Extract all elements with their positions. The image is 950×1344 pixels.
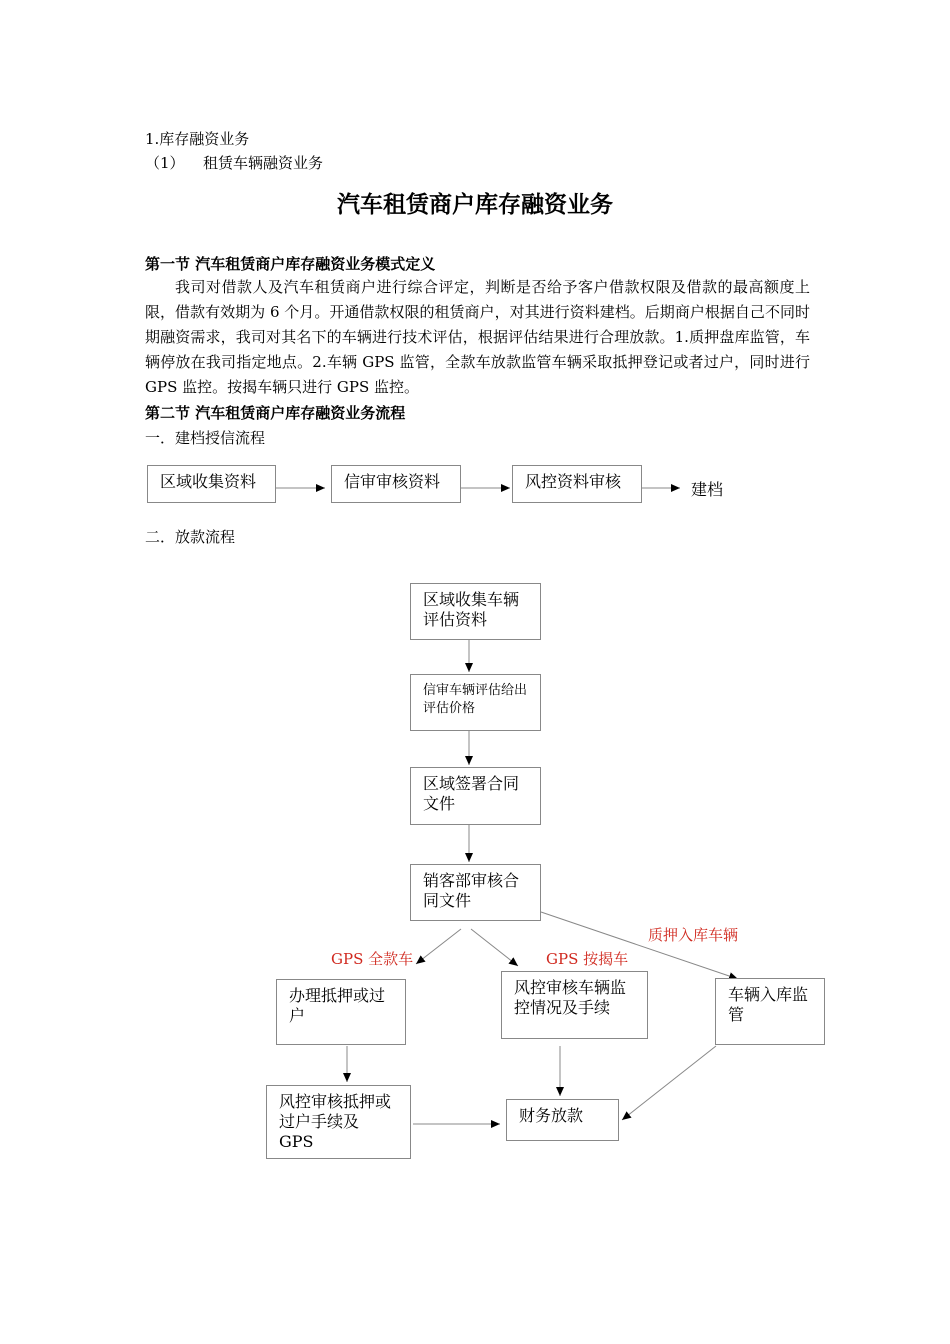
flow2-node-risk-monitor-review: 风控审核车辆监控情况及手续 bbox=[501, 971, 648, 1039]
document-title: 汽车租赁商户库存融资业务 bbox=[337, 192, 613, 218]
flow1-step-collect-data: 区域收集资料 bbox=[147, 465, 276, 503]
section-1-paragraph: 我司对借款人及汽车租赁商户进行综合评定，判断是否给予客户借款权限及借款的最高额度上限，借款有效期为 6 个月。开通借款权限的租赁商户，对其进行资料建档。后期商户根据自己不同时期融资需求，我司对其名下的车辆进行技术评估，根据评估结果进行合理放款。1.质押盘库监管，车辆停放在我司指定地点。2.车辆 GPS 监管，全款车放款监管车辆采取抵押登记或者过户，同时进行 GPS 监控。按揭车辆只进行 GPS 监控。 bbox=[145, 278, 810, 396]
flow1-step-credit-review: 信审审核资料 bbox=[331, 465, 461, 503]
flow1-end-archive: 建档 bbox=[691, 480, 724, 499]
flow2-node-finance-disbursement: 财务放款 bbox=[506, 1099, 619, 1141]
heading-item-2-number: （1） bbox=[145, 154, 185, 172]
label-pledge-storage: 质押入库车辆 bbox=[648, 926, 739, 944]
flow2-node-mortgage-transfer: 办理抵押或过户 bbox=[276, 979, 406, 1045]
heading-item-1: 1.库存融资业务 bbox=[145, 130, 250, 148]
flow2-node-sales-review-contract: 销客部审核合同文件 bbox=[410, 864, 541, 921]
arrow-n7-to-n9 bbox=[622, 1046, 716, 1120]
flow2-node-collect-vehicle-data: 区域收集车辆评估资料 bbox=[410, 583, 541, 640]
label-gps-mortgage: GPS 按揭车 bbox=[546, 950, 629, 968]
flow2-node-credit-valuation: 信审车辆评估给出评估价格 bbox=[410, 674, 541, 731]
subsection-2-title: 二．放款流程 bbox=[145, 528, 236, 546]
heading-item-2-text: 租赁车辆融资业务 bbox=[203, 154, 324, 172]
arrow-n4-to-gps-full bbox=[416, 929, 461, 964]
section-2-title: 第二节 汽车租赁商户库存融资业务流程 bbox=[145, 404, 406, 422]
flow2-node-sign-contract: 区域签署合同文件 bbox=[410, 767, 541, 825]
arrow-n4-to-gps-mortgage bbox=[471, 929, 518, 966]
flow1-step-risk-review: 风控资料审核 bbox=[512, 465, 642, 503]
subsection-1-title: 一．建档授信流程 bbox=[145, 429, 266, 447]
section-1-title: 第一节 汽车租赁商户库存融资业务模式定义 bbox=[145, 255, 436, 273]
flow2-node-risk-review-gps: 风控审核抵押或过户手续及 GPS bbox=[266, 1085, 411, 1159]
label-gps-full-payment: GPS 全款车 bbox=[331, 950, 414, 968]
flow2-node-storage-supervision: 车辆入库监管 bbox=[715, 978, 825, 1045]
